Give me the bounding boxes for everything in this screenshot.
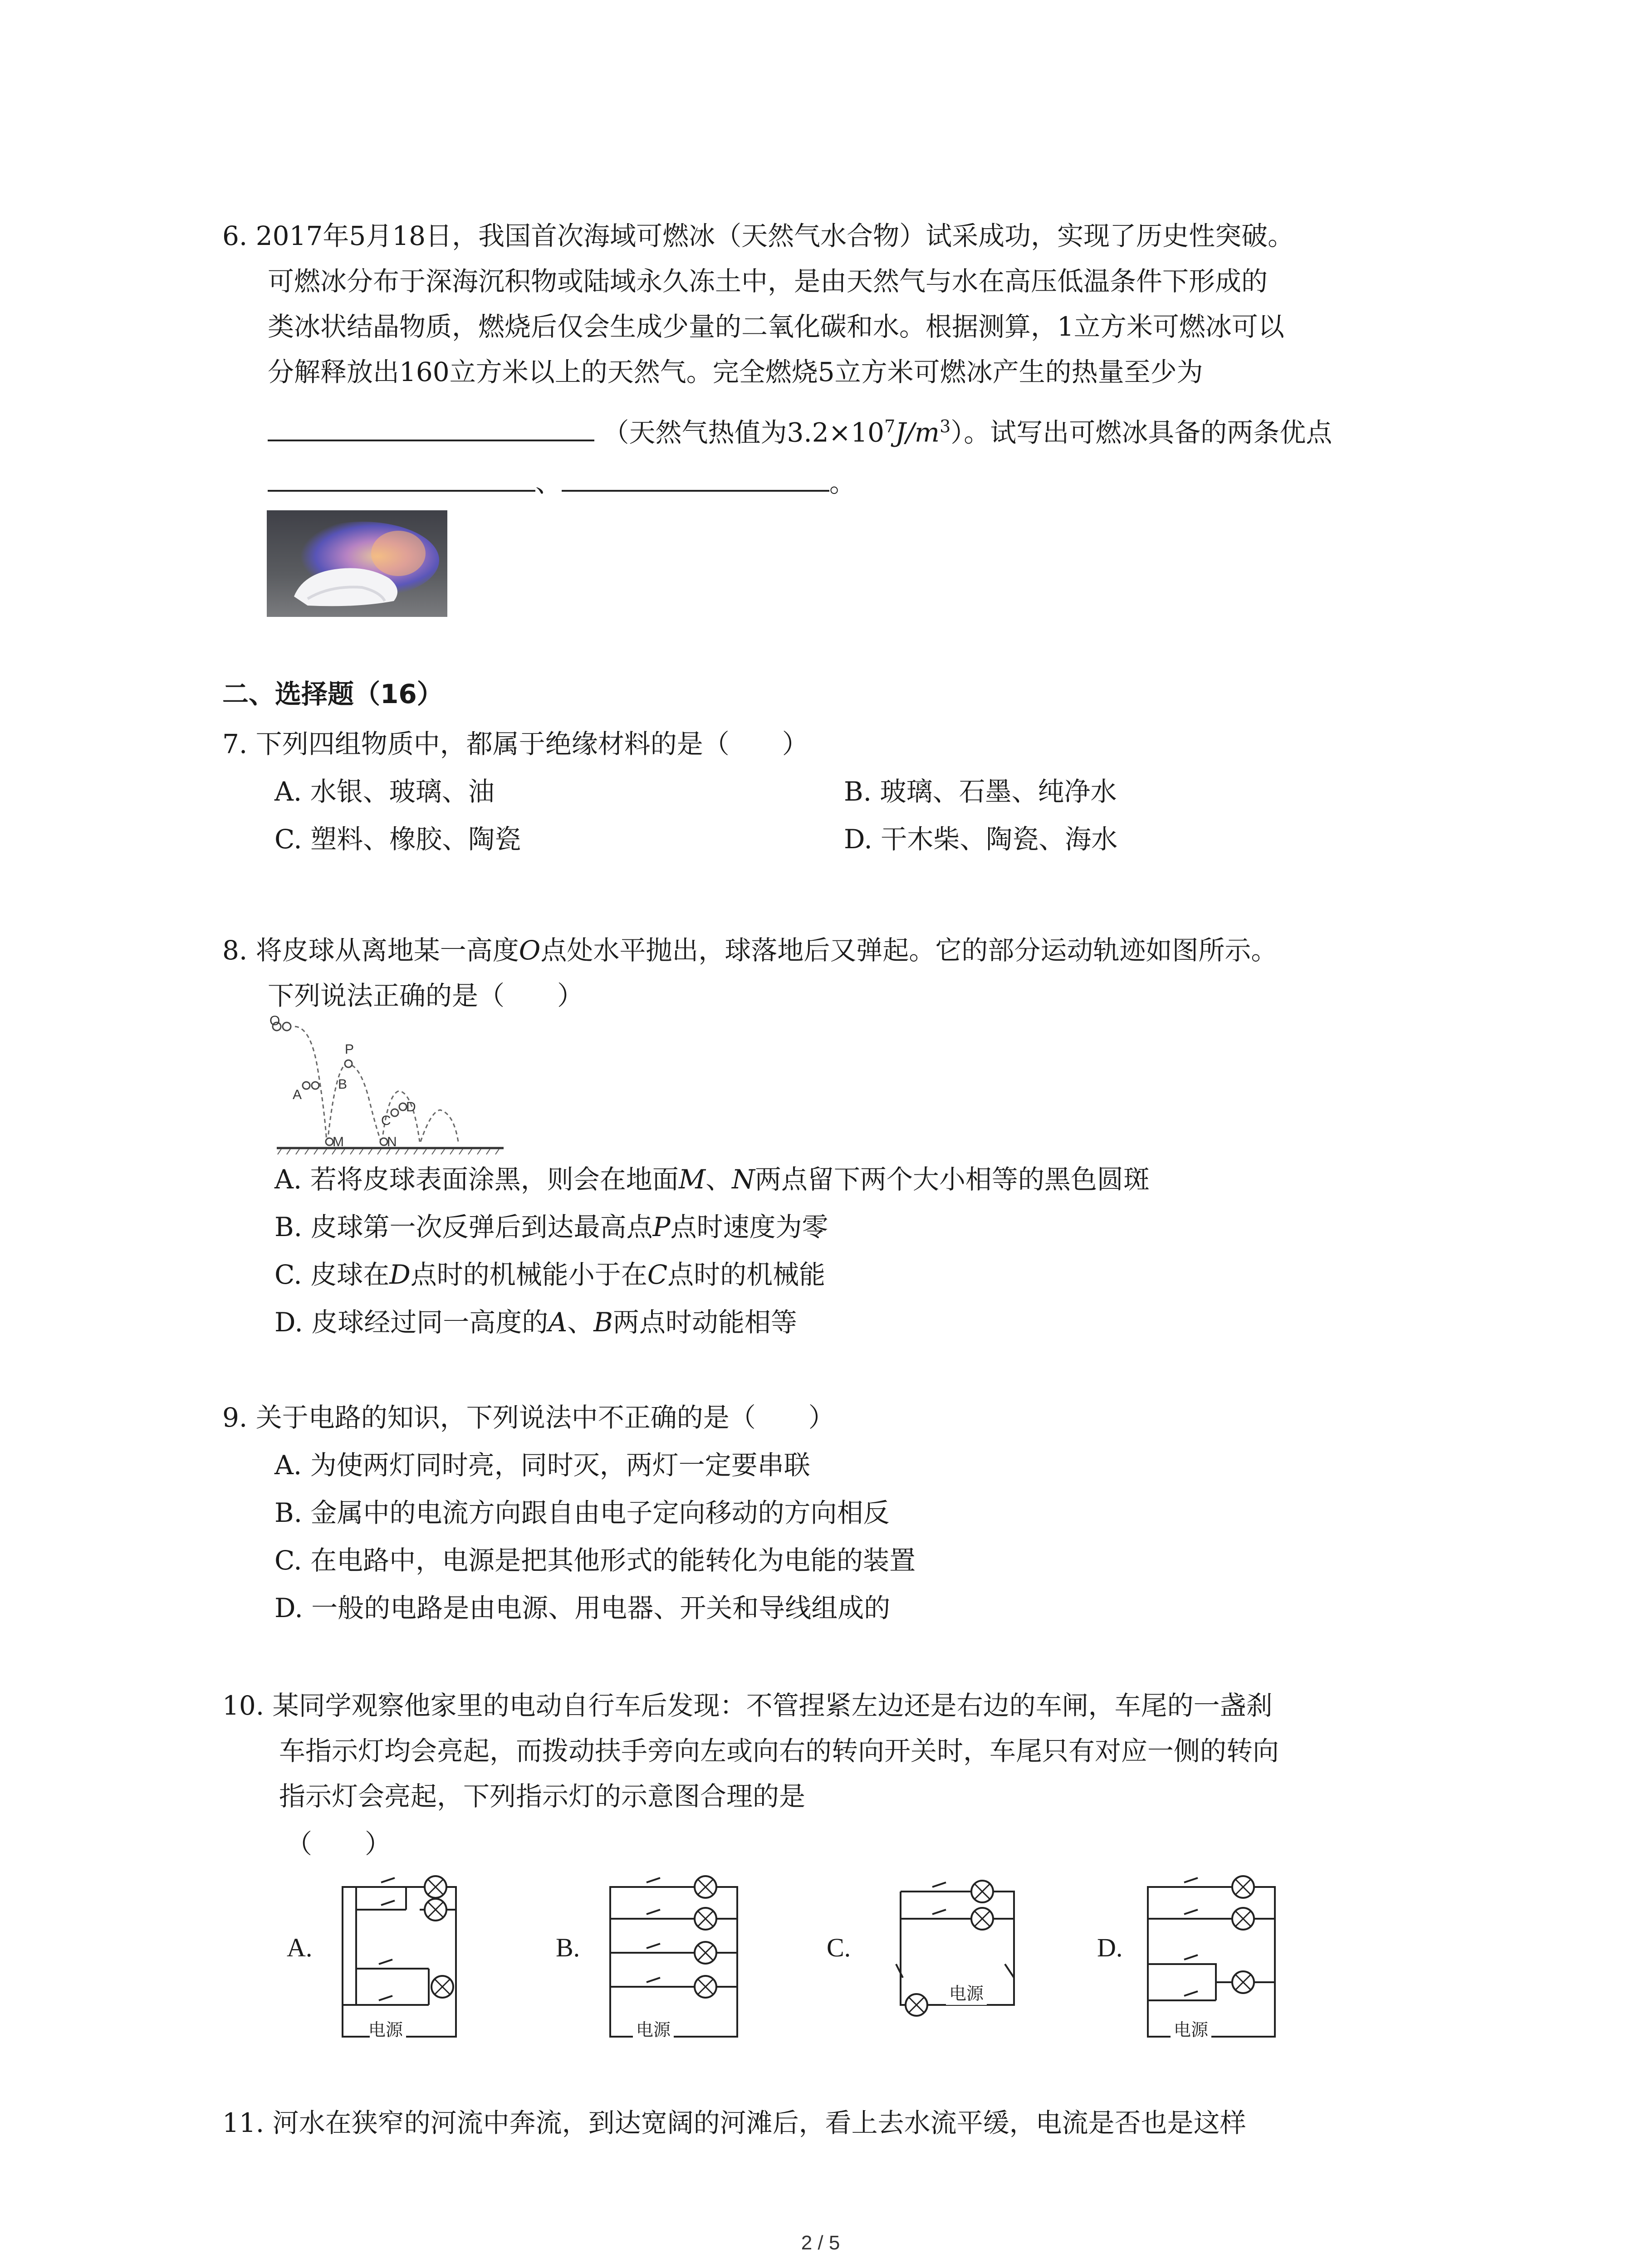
- q8-a-point-m: M: [678, 1164, 706, 1195]
- q8-d-sep: 、: [567, 1307, 594, 1338]
- circuit-label-d[interactable]: D.: [1097, 1933, 1123, 1962]
- circuit-b-source-label: 电源: [636, 2021, 671, 2040]
- q9-option-a[interactable]: A. 为使两灯同时亮，同时灭，两灯一定要串联: [274, 1450, 810, 1481]
- q8-c-text-2: 点时的机械能小于在: [410, 1259, 647, 1290]
- advantage-1-blank[interactable]: [268, 463, 535, 492]
- fig-label-b: B: [338, 1077, 348, 1092]
- q6-line-5-text-c: ）。试写出可燃冰具备的两条优点: [950, 417, 1332, 448]
- q6-line-5-text-a: （天然气热值为3.2×10: [603, 417, 885, 448]
- q10-stem-line-4: （ ）: [286, 1828, 392, 1859]
- fig-label-d: D: [406, 1100, 416, 1114]
- q6-period: 。: [829, 467, 856, 498]
- fig-label-n: N: [387, 1134, 397, 1149]
- q6-separator: 、: [535, 467, 562, 498]
- q10-stem-line-3: 指示灯会亮起，下列指示灯的示意图合理的是: [279, 1781, 806, 1812]
- circuit-diagram-a[interactable]: [338, 1864, 479, 2046]
- q9-option-d[interactable]: D. 一般的电路是由电源、用电器、开关和导线组成的: [274, 1593, 891, 1623]
- q8-d-text-2: 两点时动能相等: [612, 1307, 797, 1338]
- fig-label-a: A: [293, 1087, 302, 1102]
- q8-point-o: O: [519, 935, 541, 966]
- q10-stem-line-1: 10. 某同学观察他家里的电动自行车后发现：不管捏紧左边还是右边的车闸，车尾的一盏刹: [222, 1690, 1273, 1721]
- circuit-label-c[interactable]: C.: [827, 1933, 851, 1962]
- circuit-c-source-label: 电源: [949, 1984, 984, 2004]
- q8-a-sep: 、: [705, 1164, 732, 1195]
- circuit-diagram-b[interactable]: [606, 1864, 746, 2046]
- q8-b-text-1: B. 皮球第一次反弹后到达最高点: [274, 1212, 653, 1242]
- q8-b-text-2: 点时速度为零: [670, 1212, 828, 1242]
- q8-a-text-1: A. 若将皮球表面涂黑，则会在地面: [274, 1164, 679, 1195]
- q8-stem-line-1: [222, 932, 1277, 968]
- q8-stem-line-2: 下列说法正确的是（ ）: [268, 980, 584, 1011]
- q8-c-text-3: 点时的机械能: [667, 1259, 826, 1290]
- circuit-d-source-label: 电源: [1173, 2021, 1209, 2040]
- ball-trajectory-figure: [268, 1014, 513, 1157]
- q8-option-c[interactable]: [274, 1256, 825, 1293]
- q8-option-a[interactable]: [274, 1161, 1150, 1198]
- q8-d-point-a: A: [548, 1307, 568, 1338]
- q8-option-d[interactable]: [274, 1304, 797, 1340]
- q9-option-c[interactable]: C. 在电路中，电源是把其他形式的能转化为电能的装置: [274, 1545, 916, 1576]
- page-number: 2 / 5: [801, 2232, 840, 2254]
- q6-unit: J/m: [895, 417, 940, 448]
- q6-line-2: 可燃冰分布于深海沉积物或陆域永久冻土中，是由天然气与水在高压低温条件下形成的: [268, 266, 1268, 297]
- q8-c-text-1: C. 皮球在: [274, 1259, 390, 1290]
- q6-exp-3: 3: [940, 416, 951, 436]
- fig-label-m: M: [333, 1134, 344, 1149]
- q8-a-text-2: 两点留下两个大小相等的黑色圆斑: [754, 1164, 1150, 1195]
- q7-option-b[interactable]: B. 玻璃、石墨、纯净水: [844, 776, 1117, 807]
- q6-line-4: 分解释放出160立方米以上的天然气。完全燃烧5立方米可燃冰产生的热量至少为: [268, 357, 1203, 387]
- q6-line-5: [268, 408, 1332, 450]
- fig-label-p: P: [345, 1042, 354, 1057]
- q8-d-point-b: B: [593, 1307, 613, 1338]
- burning-ice-photo: [267, 510, 447, 617]
- circuit-a-source-label: 电源: [368, 2021, 403, 2040]
- q11-stem-line-1: 11. 河水在狭窄的河流中奔流，到达宽阔的河滩后，看上去水流平缓，电流是否也是这样: [222, 2107, 1246, 2138]
- q10-stem-line-2: 车指示灯均会亮起，而拨动扶手旁向左或向右的转向开关时，车尾只有对应一侧的转向: [279, 1735, 1279, 1766]
- q9-option-b[interactable]: B. 金属中的电流方向跟自由电子定向移动的方向相反: [274, 1497, 890, 1528]
- q6-exp-7: 7: [884, 416, 896, 436]
- advantage-2-blank[interactable]: [562, 463, 829, 492]
- q8-c-point-d: D: [389, 1259, 411, 1290]
- q7-option-d[interactable]: D. 干木柴、陶瓷、海水: [844, 824, 1118, 855]
- q8-a-point-n: N: [732, 1164, 755, 1195]
- q7-option-a[interactable]: A. 水银、玻璃、油: [274, 776, 495, 807]
- q8-stem-text-a: 8. 将皮球从离地某一高度: [222, 935, 519, 966]
- circuit-label-b[interactable]: B.: [556, 1933, 580, 1962]
- circuit-diagram-c[interactable]: [887, 1869, 1028, 2028]
- circuit-label-a[interactable]: A.: [287, 1933, 313, 1962]
- circuit-diagram-d[interactable]: [1143, 1864, 1284, 2046]
- q8-b-point-p: P: [652, 1212, 671, 1242]
- fig-label-o: O: [269, 1014, 280, 1028]
- q6-line-1: 6. 2017年5月18日，我国首次海域可燃冰（天然气水合物）试采成功，实现了历史性突破。: [222, 220, 1294, 251]
- q8-option-b[interactable]: [274, 1209, 828, 1245]
- q6-line-6: [268, 463, 856, 501]
- q9-stem: 9. 关于电路的知识，下列说法中不正确的是（ ）: [222, 1402, 835, 1433]
- q8-d-text-1: D. 皮球经过同一高度的: [274, 1307, 549, 1338]
- q7-stem: 7. 下列四组物质中，都属于绝缘材料的是（ ）: [222, 728, 808, 759]
- q7-option-c[interactable]: C. 塑料、橡胶、陶瓷: [274, 824, 521, 855]
- section-2-title: 二、选择题（16）: [222, 679, 443, 709]
- heat-answer-blank[interactable]: [268, 412, 594, 441]
- fig-label-c: C: [381, 1113, 391, 1128]
- q8-c-point-c: C: [647, 1259, 668, 1290]
- q6-line-3: 类冰状结晶物质，燃烧后仅会生成少量的二氧化碳和水。根据测算，1立方米可燃冰可以: [268, 311, 1284, 342]
- q8-stem-text-b: 点处水平抛出，球落地后又弹起。它的部分运动轨迹如图所示。: [540, 935, 1278, 966]
